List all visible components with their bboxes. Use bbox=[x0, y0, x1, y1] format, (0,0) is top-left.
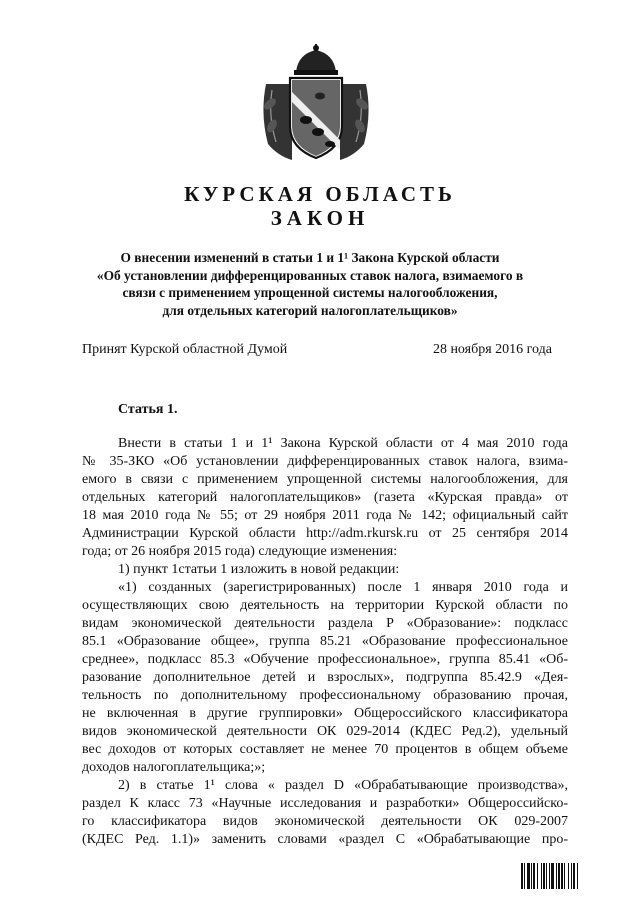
adoption-date: 28 ноября 2016 года bbox=[432, 342, 552, 357]
body-line: (КДЕС Ред. 1.1)» заменить словами «раздел С «Обрабатывающие про- bbox=[82, 832, 568, 847]
body-line: года; от 26 ноября 2015 года) следующие изменения: bbox=[82, 544, 398, 559]
body-line: го классификатора видов экономической деятельности ОК 029-2007 bbox=[82, 814, 568, 829]
barcode-bar bbox=[549, 863, 550, 889]
adopted-by: Принят Курской областной Думой bbox=[82, 342, 288, 357]
title-line: для отдельных категорий налогоплательщиков» bbox=[162, 302, 458, 318]
barcode-bar bbox=[537, 863, 538, 889]
barcode-bar bbox=[558, 863, 560, 889]
barcode-bar bbox=[571, 863, 572, 889]
barcode-bar bbox=[543, 863, 545, 889]
article-body bbox=[82, 435, 568, 849]
barcode-bar bbox=[564, 863, 565, 889]
body-line: разование дополнительное детей и взрослых», подгруппа 85.42.9 «Дея- bbox=[82, 670, 568, 685]
body-line: видов экономической деятельности ОК 029-2014 (КДЕС Ред.2), удельный bbox=[82, 724, 568, 739]
body-line: емого в связи с применением упрощенной системы налогообложения, для bbox=[82, 472, 568, 487]
body-line: № 35-ЗКО «Об установлении дифференцированных ставок налога, взима- bbox=[82, 454, 568, 469]
barcode-bar bbox=[541, 863, 542, 889]
barcode-bar bbox=[551, 863, 554, 889]
body-line: 18 мая 2010 года № 55; от 29 ноября 2011 года № 142; официальный сайт bbox=[82, 508, 568, 523]
body-line: Администрации Курской области http://adm.rkursk.ru от 25 сентября 2014 bbox=[82, 526, 568, 541]
barcode-bar bbox=[531, 863, 532, 889]
kursk-coat-of-arms-icon bbox=[258, 44, 374, 164]
law-title bbox=[60, 249, 560, 319]
document-type-heading: ЗАКОН bbox=[270, 206, 370, 230]
body-line: Внести в статьи 1 и 1¹ Закона Курской области от 4 мая 2010 года bbox=[118, 436, 568, 451]
body-line: «1) созданных (зарегистрированных) после 1 января 2010 года и bbox=[118, 580, 568, 595]
barcode-bar bbox=[524, 863, 525, 889]
title-line: О внесении изменений в статьи 1 и 1¹ Закона Курской области bbox=[120, 250, 500, 265]
barcode-bar bbox=[577, 863, 578, 889]
article-heading: Статья 1. bbox=[118, 402, 178, 417]
body-line: осуществляющих свою деятельность на территории Курской области по bbox=[82, 598, 568, 613]
body-line: доходов налогоплательщика;»; bbox=[82, 760, 266, 775]
body-line: среднее», подкласс 85.3 «Обучение профессиональное», группа 85.41 «Об- bbox=[82, 652, 568, 667]
body-line: 2) в статье 1¹ слова « раздел D «Обрабатывающие производства», bbox=[118, 778, 568, 793]
barcode-bar bbox=[568, 863, 569, 889]
title-line: связи с применением упрощенной системы налогообложения, bbox=[122, 285, 498, 300]
title-line: «Об установлении дифференцированных ставок налога, взимаемого в bbox=[96, 267, 524, 283]
barcode-bar bbox=[533, 863, 535, 889]
body-line: видам экономической деятельности раздела P «Образование»: подкласс bbox=[82, 616, 568, 631]
body-line: отдельных категорий налогоплательщиков» (газета «Курская правда» от bbox=[82, 490, 568, 505]
body-line: не включенная в другие группировки» Общероссийского классификатора bbox=[82, 706, 568, 721]
barcode-bar bbox=[556, 863, 557, 889]
body-line: 1) пункт 1статьи 1 изложить в новой редакции: bbox=[118, 562, 400, 577]
barcode-bar bbox=[546, 863, 547, 889]
barcode-bar bbox=[561, 863, 563, 889]
barcode-icon bbox=[521, 863, 607, 889]
region-heading: КУРСКАЯ ОБЛАСТЬ bbox=[184, 182, 456, 206]
body-line: раздел К класс 73 «Научные исследования и разработки» Общероссийско- bbox=[82, 796, 568, 811]
barcode-bar bbox=[527, 863, 530, 889]
body-line: тельность по дополнительному профессиональному образованию прочая, bbox=[82, 688, 568, 703]
body-line: вес доходов от которых составляет не менее 70 процентов в общем объеме bbox=[82, 742, 568, 757]
barcode-bar bbox=[521, 863, 523, 889]
barcode-bar bbox=[573, 863, 575, 889]
body-line: 85.1 «Образование общее», группа 85.21 «Образование профессиональное bbox=[82, 634, 568, 649]
